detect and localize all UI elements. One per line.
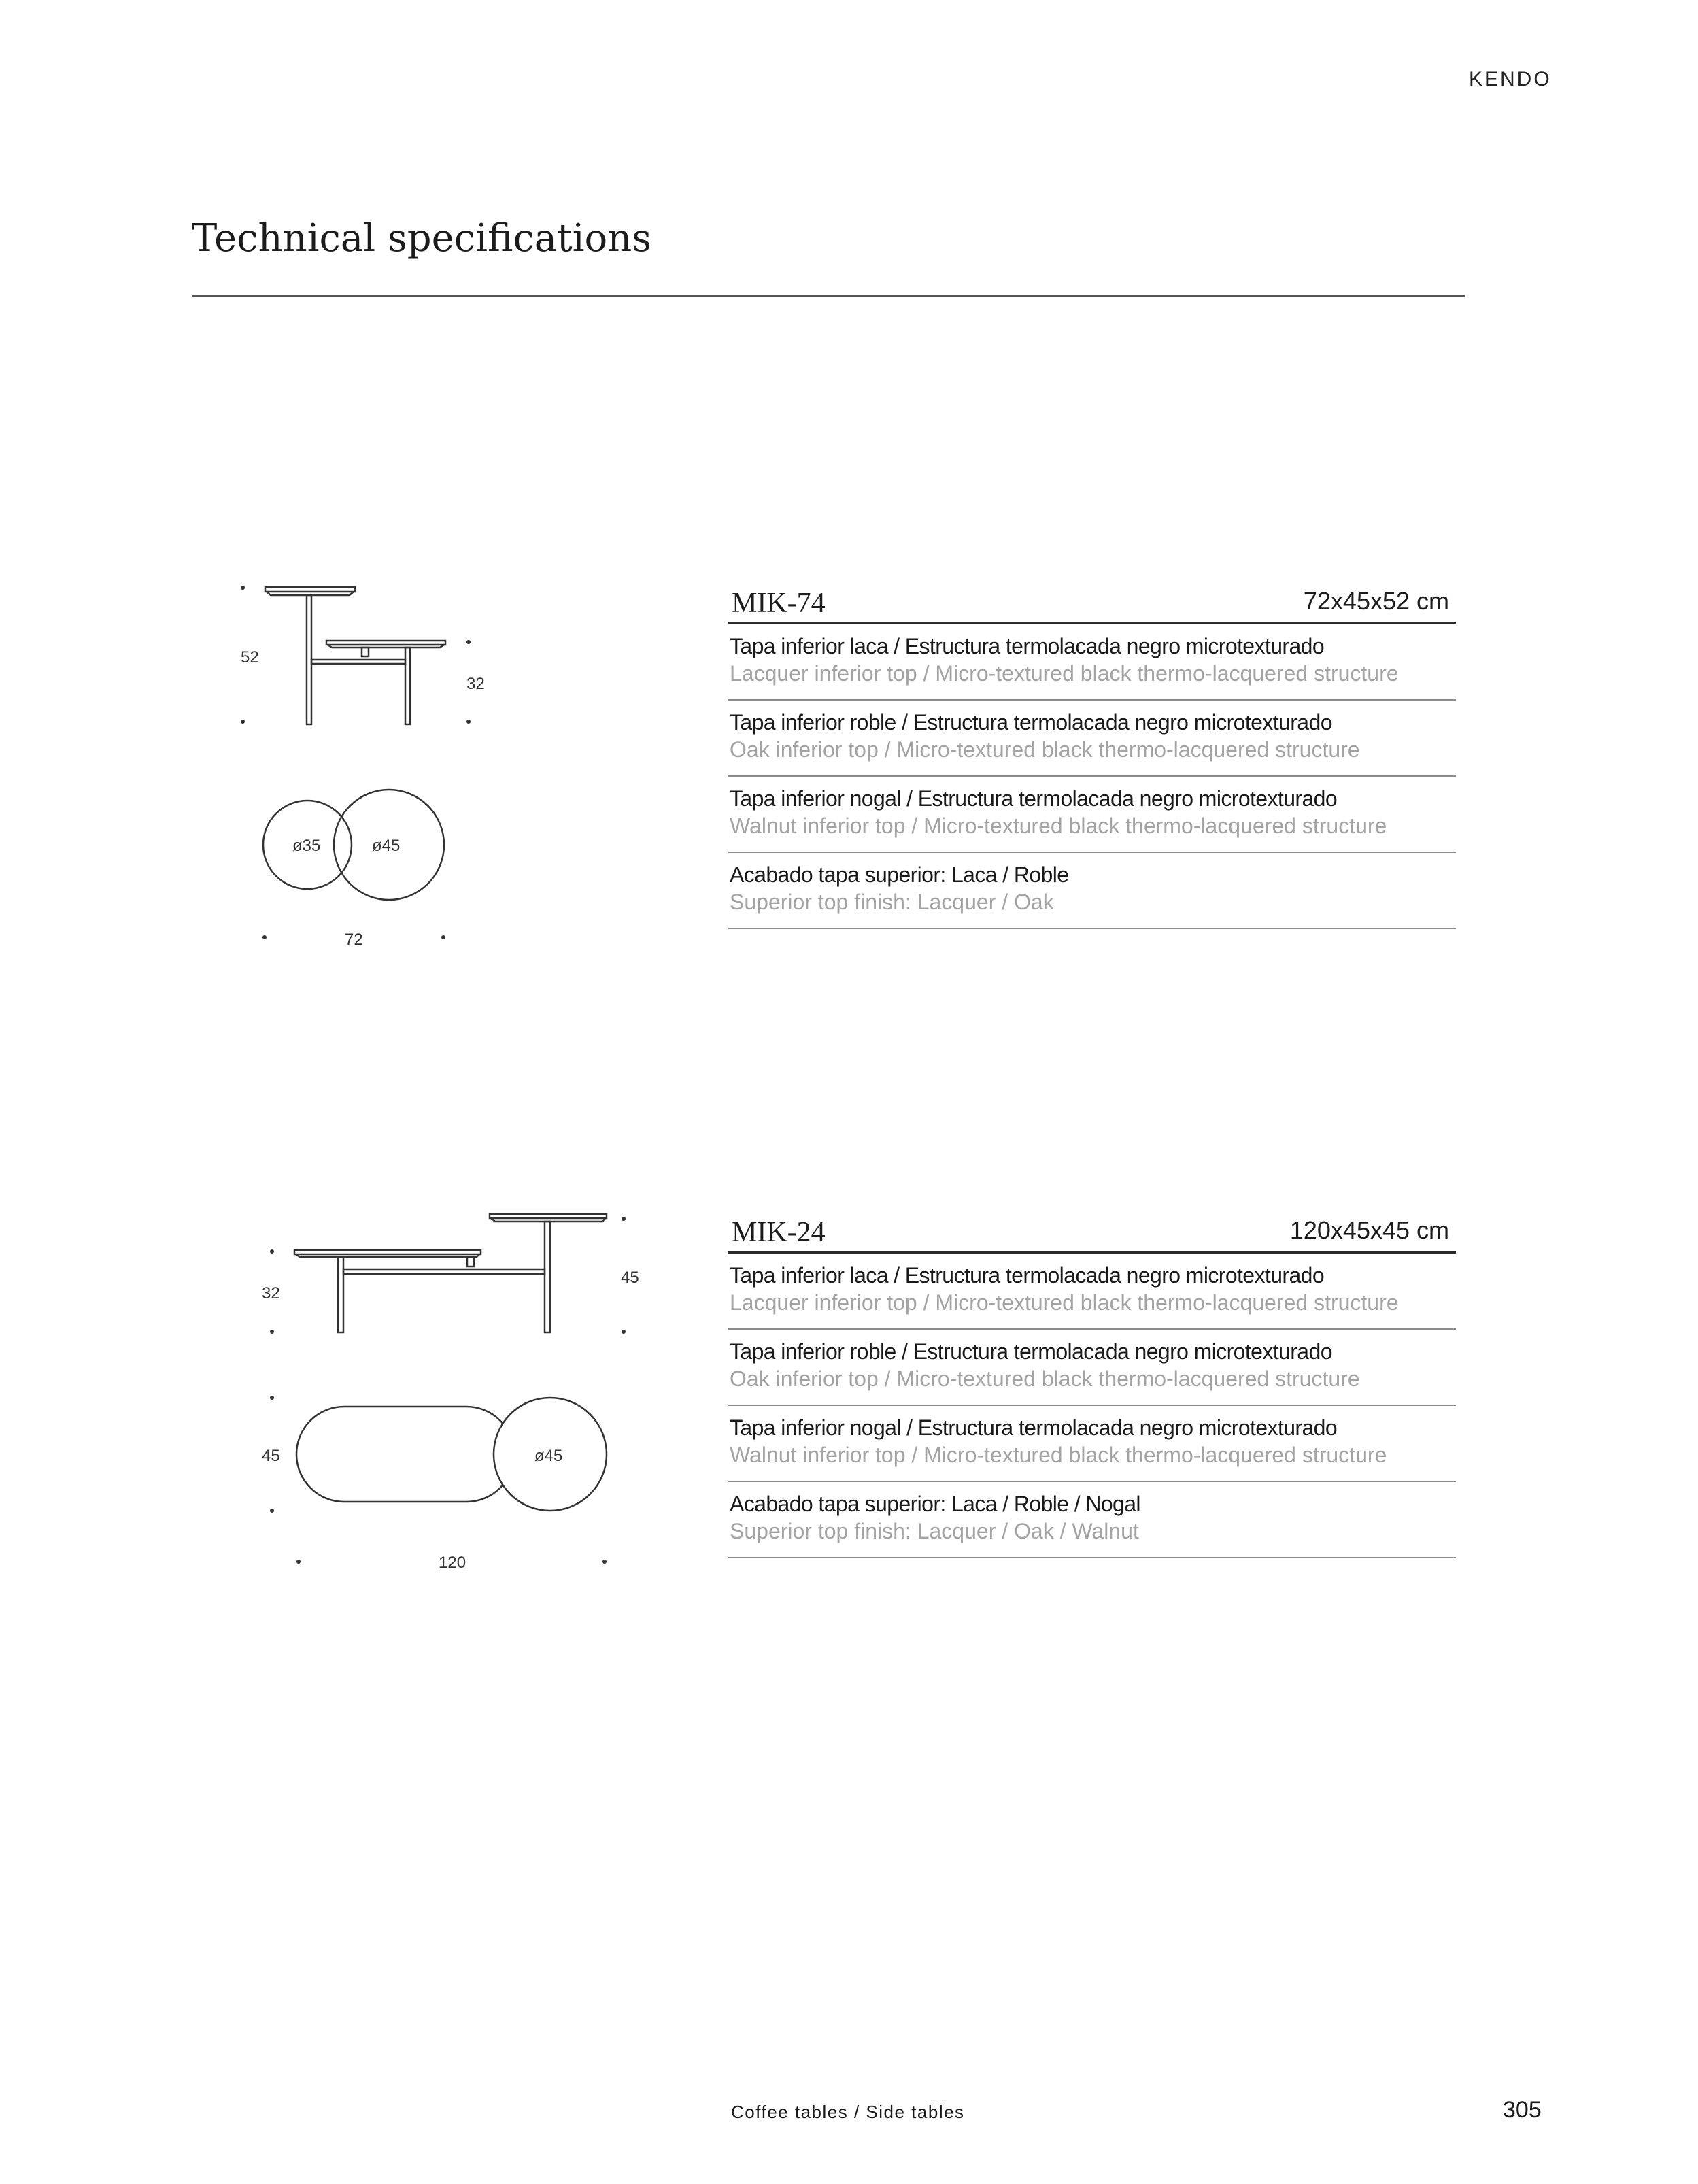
product-code: MIK-74 [732,588,826,619]
product-spec-mik-24 [728,1211,1456,1558]
dimension-dot [466,720,471,724]
spec-row [728,777,1456,853]
spec-text-es: Tapa inferior roble / Estructura termolacada negro microtexturado [730,710,1332,735]
mik24-diam-label: ø45 [534,1447,563,1465]
page-title: Technical specifications [192,216,652,261]
product-header [728,1211,1456,1254]
spec-text-en: Superior top finish: Lacquer / Oak / Walnut [730,1519,1139,1543]
spec-text-es: Acabado tapa superior: Laca / Roble [730,862,1069,887]
mik74-top-view [263,790,444,900]
dimension-dot [262,935,267,939]
dimension-dot [602,1560,607,1564]
spec-text-en: Lacquer inferior top / Micro-textured black thermo-lacquered structure [730,1290,1399,1315]
mik74-diam-large-label: ø45 [372,837,401,855]
spec-text-en: Walnut inferior top / Micro-textured black thermo-lacquered structure [730,813,1387,838]
page-number: 305 [1503,2097,1542,2123]
dimension-dot [241,720,245,724]
mik74-side-view [265,587,445,724]
spec-row [728,853,1456,929]
spec-text-es: Tapa inferior nogal / Estructura termolacada negro microtexturado [730,1415,1338,1440]
spec-text-en: Superior top finish: Lacquer / Oak [730,890,1054,914]
dimension-dot [296,1560,301,1564]
product-header [728,582,1456,624]
dimension-dot [270,1396,274,1400]
footer-section-label: Coffee tables / Side tables [731,2102,965,2122]
spec-text-es: Tapa inferior laca / Estructura termolacada negro microtexturado [730,634,1325,658]
dimension-dot [622,1217,626,1221]
mik74-width-label: 72 [345,930,363,949]
spec-text-es: Tapa inferior laca / Estructura termolacada negro microtexturado [730,1263,1325,1288]
mik24-depth-label: 45 [262,1447,280,1465]
mik74-height-total-label: 52 [241,648,259,667]
mik74-height-low-label: 32 [466,675,485,693]
mik24-side-view [294,1214,607,1332]
dimension-dot [441,935,445,939]
spec-row [728,1482,1456,1558]
product-dimensions: 72x45x52 cm [1303,587,1449,615]
spec-text-en: Oak inferior top / Micro-textured black thermo-lacquered structure [730,737,1360,762]
dimension-dot [466,640,471,644]
spec-row [728,701,1456,777]
spec-text-en: Walnut inferior top / Micro-textured black thermo-lacquered structure [730,1443,1387,1467]
product-dimensions: 120x45x45 cm [1289,1216,1449,1244]
product-code: MIK-24 [732,1217,826,1248]
brand-name: KENDO [1469,68,1552,90]
product-spec-mik-74 [728,582,1456,929]
dimension-dot [622,1330,626,1334]
spec-text-en: Oak inferior top / Micro-textured black thermo-lacquered structure [730,1366,1360,1391]
mik24-height-low-label: 32 [262,1284,280,1303]
spec-row [728,624,1456,701]
dimension-dot [270,1249,274,1254]
spec-row [728,1254,1456,1330]
spec-text-es: Tapa inferior nogal / Estructura termolacada negro microtexturado [730,786,1338,811]
mik74-diam-small-label: ø35 [292,837,321,855]
spec-text-en: Lacquer inferior top / Micro-textured black thermo-lacquered structure [730,661,1399,686]
spec-text-es: Tapa inferior roble / Estructura termolacada negro microtexturado [730,1339,1332,1364]
dimension-dot [241,586,245,590]
dimension-dot [270,1509,274,1513]
spec-row [728,1330,1456,1406]
spec-text-es: Acabado tapa superior: Laca / Roble / Nogal [730,1492,1140,1516]
mik24-width-label: 120 [439,1553,466,1572]
spec-row [728,1406,1456,1482]
dimension-dot [270,1330,274,1334]
mik24-height-total-label: 45 [621,1269,639,1287]
